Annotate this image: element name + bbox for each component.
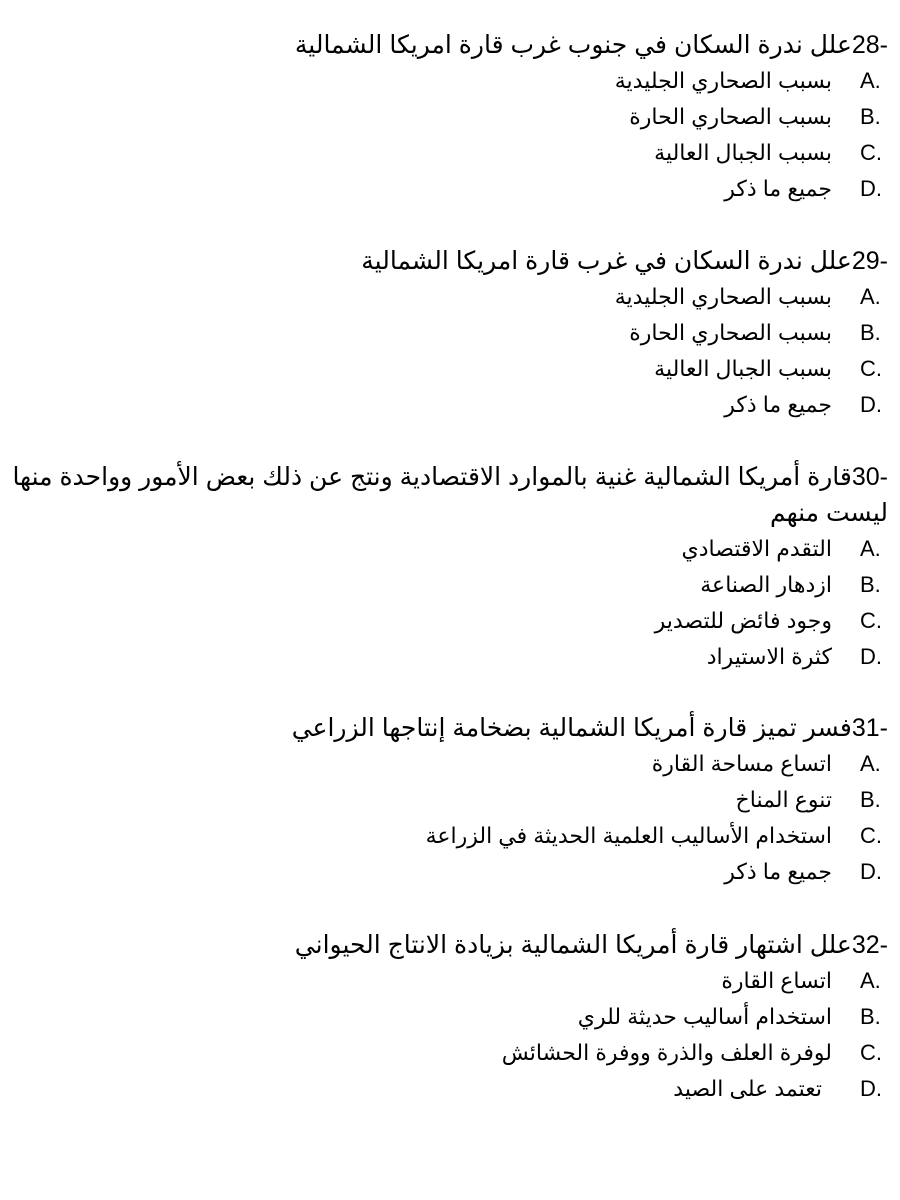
question-30 — [8, 459, 888, 675]
question-text: 31-فسر تميز قارة أمريكا الشمالية بضخامة إنتاجها الزراعي — [291, 714, 888, 742]
question-text: 28-علل ندرة السكان في جنوب غرب قارة امريكا الشمالية — [294, 31, 888, 59]
question-29 — [8, 243, 888, 423]
option-letter: B. — [860, 787, 881, 812]
question-number: 31- — [851, 714, 888, 742]
option-letter: A. — [860, 284, 881, 309]
option-c[interactable] — [8, 351, 888, 387]
question-text: 30-قارة أمريكا الشمالية غنية بالموارد الاقتصادية ونتج عن ذلك بعض الأمور وواحدة منها ليست منهم — [12, 463, 888, 527]
option-letter: C. — [860, 140, 882, 165]
options-list — [8, 746, 888, 890]
option-text: بسبب الجبال العالية — [654, 356, 832, 381]
option-text: جميع ما ذكر — [724, 859, 832, 884]
option-letter: D. — [860, 644, 882, 669]
option-text: بسبب الصحاري الجليدية — [614, 68, 832, 93]
option-b[interactable] — [8, 315, 888, 351]
option-text: جميع ما ذكر — [724, 392, 832, 417]
option-c[interactable] — [8, 818, 888, 854]
option-d[interactable] — [8, 854, 888, 890]
option-b[interactable] — [8, 782, 888, 818]
options-list — [8, 279, 888, 423]
option-letter: A. — [860, 968, 881, 993]
question-32 — [8, 927, 888, 1107]
option-b[interactable] — [8, 567, 888, 603]
option-a[interactable] — [8, 63, 888, 99]
option-letter: D. — [860, 392, 882, 417]
option-text: استخدام أساليب حديثة للري — [577, 1004, 832, 1029]
option-letter: C. — [860, 1040, 882, 1065]
option-b[interactable] — [8, 99, 888, 135]
option-text: بسبب الصحاري الحارة — [629, 104, 832, 129]
option-c[interactable] — [8, 1035, 888, 1071]
option-letter: C. — [860, 356, 882, 381]
option-a[interactable] — [8, 963, 888, 999]
option-text: تنوع المناخ — [735, 787, 832, 812]
option-c[interactable] — [8, 603, 888, 639]
option-d[interactable] — [8, 1071, 888, 1107]
option-text: بسبب الصحاري الجليدية — [614, 284, 832, 309]
option-text: بسبب الجبال العالية — [654, 140, 832, 165]
option-text: التقدم الاقتصادي — [681, 536, 832, 561]
options-list — [8, 531, 888, 675]
option-letter: A. — [860, 536, 881, 561]
option-text: لوفرة العلف والذرة ووفرة الحشائش — [501, 1040, 832, 1065]
option-letter: A. — [860, 751, 881, 776]
option-letter: B. — [860, 104, 881, 129]
option-letter: B. — [860, 1004, 881, 1029]
option-c[interactable] — [8, 135, 888, 171]
option-text: استخدام الأساليب العلمية الحديثة في الزراعة — [425, 823, 832, 848]
option-letter: B. — [860, 572, 881, 597]
question-31 — [8, 710, 888, 890]
option-letter: D. — [860, 1076, 882, 1101]
option-d[interactable] — [8, 387, 888, 423]
option-letter: D. — [860, 176, 882, 201]
option-text: اتساع القارة — [721, 968, 832, 993]
option-a[interactable] — [8, 746, 888, 782]
options-list — [8, 963, 888, 1107]
question-number: 30- — [851, 463, 888, 491]
options-list — [8, 63, 888, 207]
option-letter: B. — [860, 320, 881, 345]
question-text: 32-علل اشتهار قارة أمريكا الشمالية بزيادة الانتاج الحيواني — [294, 931, 888, 959]
question-28 — [8, 27, 888, 207]
option-a[interactable] — [8, 531, 888, 567]
option-d[interactable] — [8, 639, 888, 675]
option-letter: A. — [860, 68, 881, 93]
option-d[interactable] — [8, 171, 888, 207]
option-text: اتساع مساحة القارة — [651, 751, 832, 776]
question-number: 28- — [851, 31, 888, 59]
option-text: وجود فائض للتصدير — [654, 608, 832, 633]
option-text: بسبب الصحاري الحارة — [629, 320, 832, 345]
question-number: 29- — [851, 247, 888, 275]
option-text: جميع ما ذكر — [724, 176, 832, 201]
option-letter: C. — [860, 608, 882, 633]
option-text: كثرة الاستيراد — [706, 644, 832, 669]
option-letter: D. — [860, 859, 882, 884]
question-number: 32- — [851, 931, 888, 959]
option-a[interactable] — [8, 279, 888, 315]
option-letter: C. — [860, 823, 882, 848]
option-text: ازدهار الصناعة — [700, 572, 832, 597]
question-text: 29-علل ندرة السكان في غرب قارة امريكا الشمالية — [361, 247, 888, 275]
option-b[interactable] — [8, 999, 888, 1035]
option-text: تعتمد على الصيد — [673, 1076, 822, 1101]
